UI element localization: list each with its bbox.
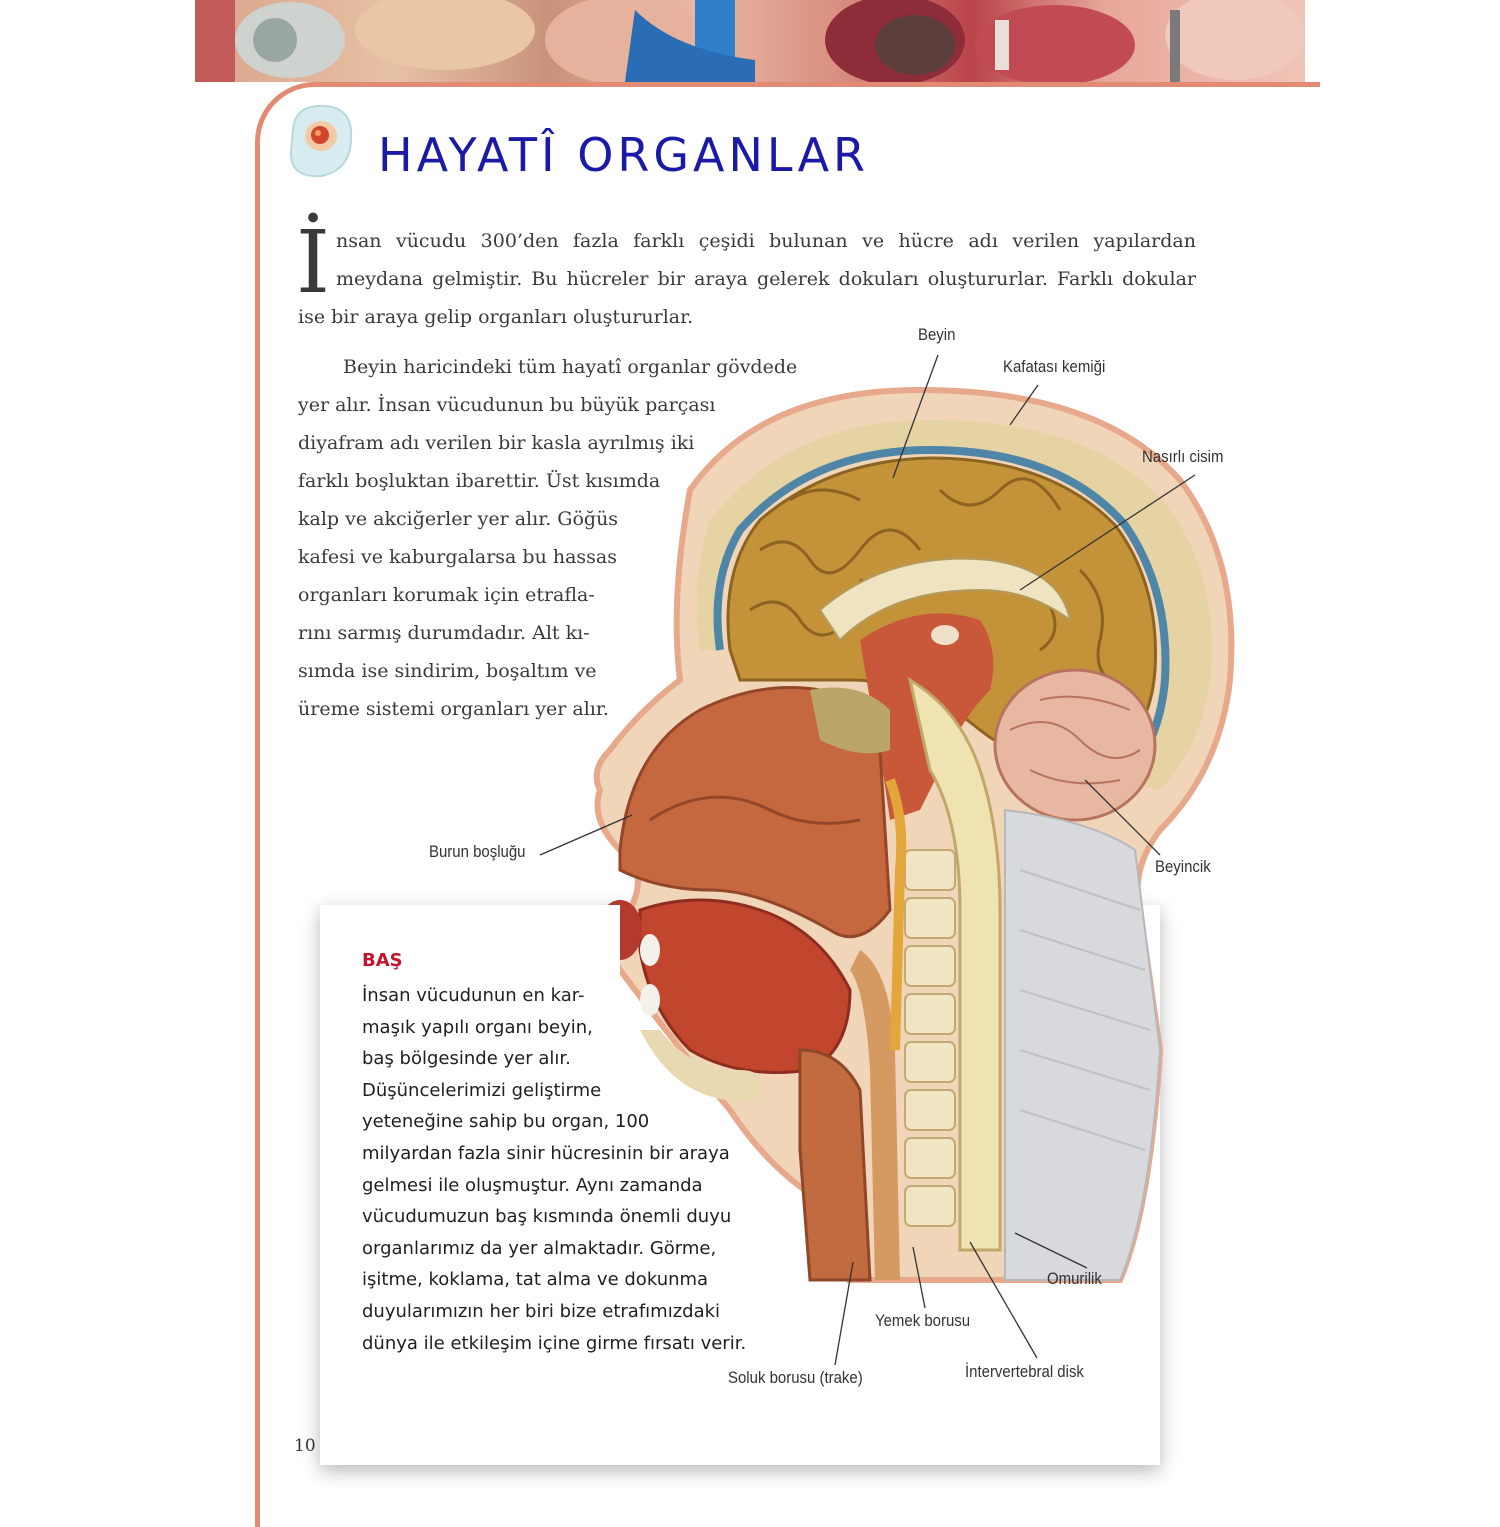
info-box-heading: BAŞ [362, 950, 403, 971]
body-line: sımda ise sindirim, boşaltım ve [298, 660, 597, 682]
intro-paragraph [296, 213, 1196, 336]
info-box-line: Düşüncelerimizi geliştirme [362, 1079, 602, 1101]
body-line: Beyin haricindeki tüm hayatî organlar gövdede [343, 356, 798, 378]
label-nasirli-cisim: Nasırlı cisim [1142, 447, 1224, 466]
body-line: yer alır. İnsan vücudunun bu büyük parçası [298, 394, 716, 416]
intro-text: nsan vücudu 300’den fazla farklı çeşidi bulunan ve hücre adı verilen yapılardan meydana gelmiştir. Bu hücreler bir araya gelerek dokuları oluştururlar. Farklı dokular ise bir araya gelip organları oluştururlar. [298, 230, 1196, 328]
info-box-line: yeteneğine sahip bu organ, 100 [362, 1111, 650, 1133]
body-line: kalp ve akciğerler yer alır. Göğüs [298, 508, 619, 530]
info-box-line: duyularımızın her biri bize etrafımızdaki [362, 1300, 721, 1322]
info-box-text [362, 980, 746, 1359]
info-box-line: işitme, koklama, tat alma ve dokunma [362, 1269, 709, 1291]
info-box-line: vücudumuzun baş kısmında önemli duyu [362, 1206, 732, 1228]
info-box-line: baş bölgesinde yer alır. [362, 1048, 571, 1070]
label-beyincik: Beyincik [1155, 857, 1211, 876]
label-omurilik: Omurilik [1047, 1269, 1102, 1288]
label-soluk-borusu: Soluk borusu (trake) [728, 1368, 863, 1387]
body-line: organları korumak için etrafla- [298, 584, 595, 606]
body-line: diyafram adı verilen bir kasla ayrılmış iki [298, 432, 695, 454]
label-burun-boslugu: Burun boşluğu [429, 842, 526, 861]
body-line: farklı boşluktan ibarettir. Üst kısımda [298, 470, 661, 492]
page-number: 10 [294, 1436, 316, 1456]
info-box-line: dünya ile etkileşim içine girme fırsatı verir. [362, 1332, 747, 1354]
info-box-line: İnsan vücudunun en kar- [362, 985, 585, 1006]
cell-icon [285, 100, 357, 182]
label-kafatasi-kemigi: Kafatası kemiği [1003, 357, 1106, 376]
body-line: kafesi ve kaburgalarsa bu hassas [298, 546, 618, 568]
body-line: üreme sistemi organları yer alır. [298, 698, 609, 720]
info-box-line: organlarımız da yer almaktadır. Görme, [362, 1237, 717, 1259]
info-box-line: maşık yapılı organı beyin, [362, 1016, 593, 1038]
header-illustration-banner [195, 0, 1305, 82]
info-box-line: milyardan fazla sinir hücresinin bir araya [362, 1142, 730, 1164]
drop-cap: İ [296, 213, 330, 313]
label-intervertebral-disk: İntervertebral disk [965, 1362, 1084, 1381]
body-line: rını sarmış durumdadır. Alt kı- [298, 622, 590, 644]
label-yemek-borusu: Yemek borusu [875, 1311, 971, 1330]
label-beyin: Beyin [918, 325, 956, 344]
page-title: HAYATÎ ORGANLAR [378, 128, 870, 182]
info-box-line: gelmesi ile oluşmuştur. Aynı zamanda [362, 1174, 703, 1196]
